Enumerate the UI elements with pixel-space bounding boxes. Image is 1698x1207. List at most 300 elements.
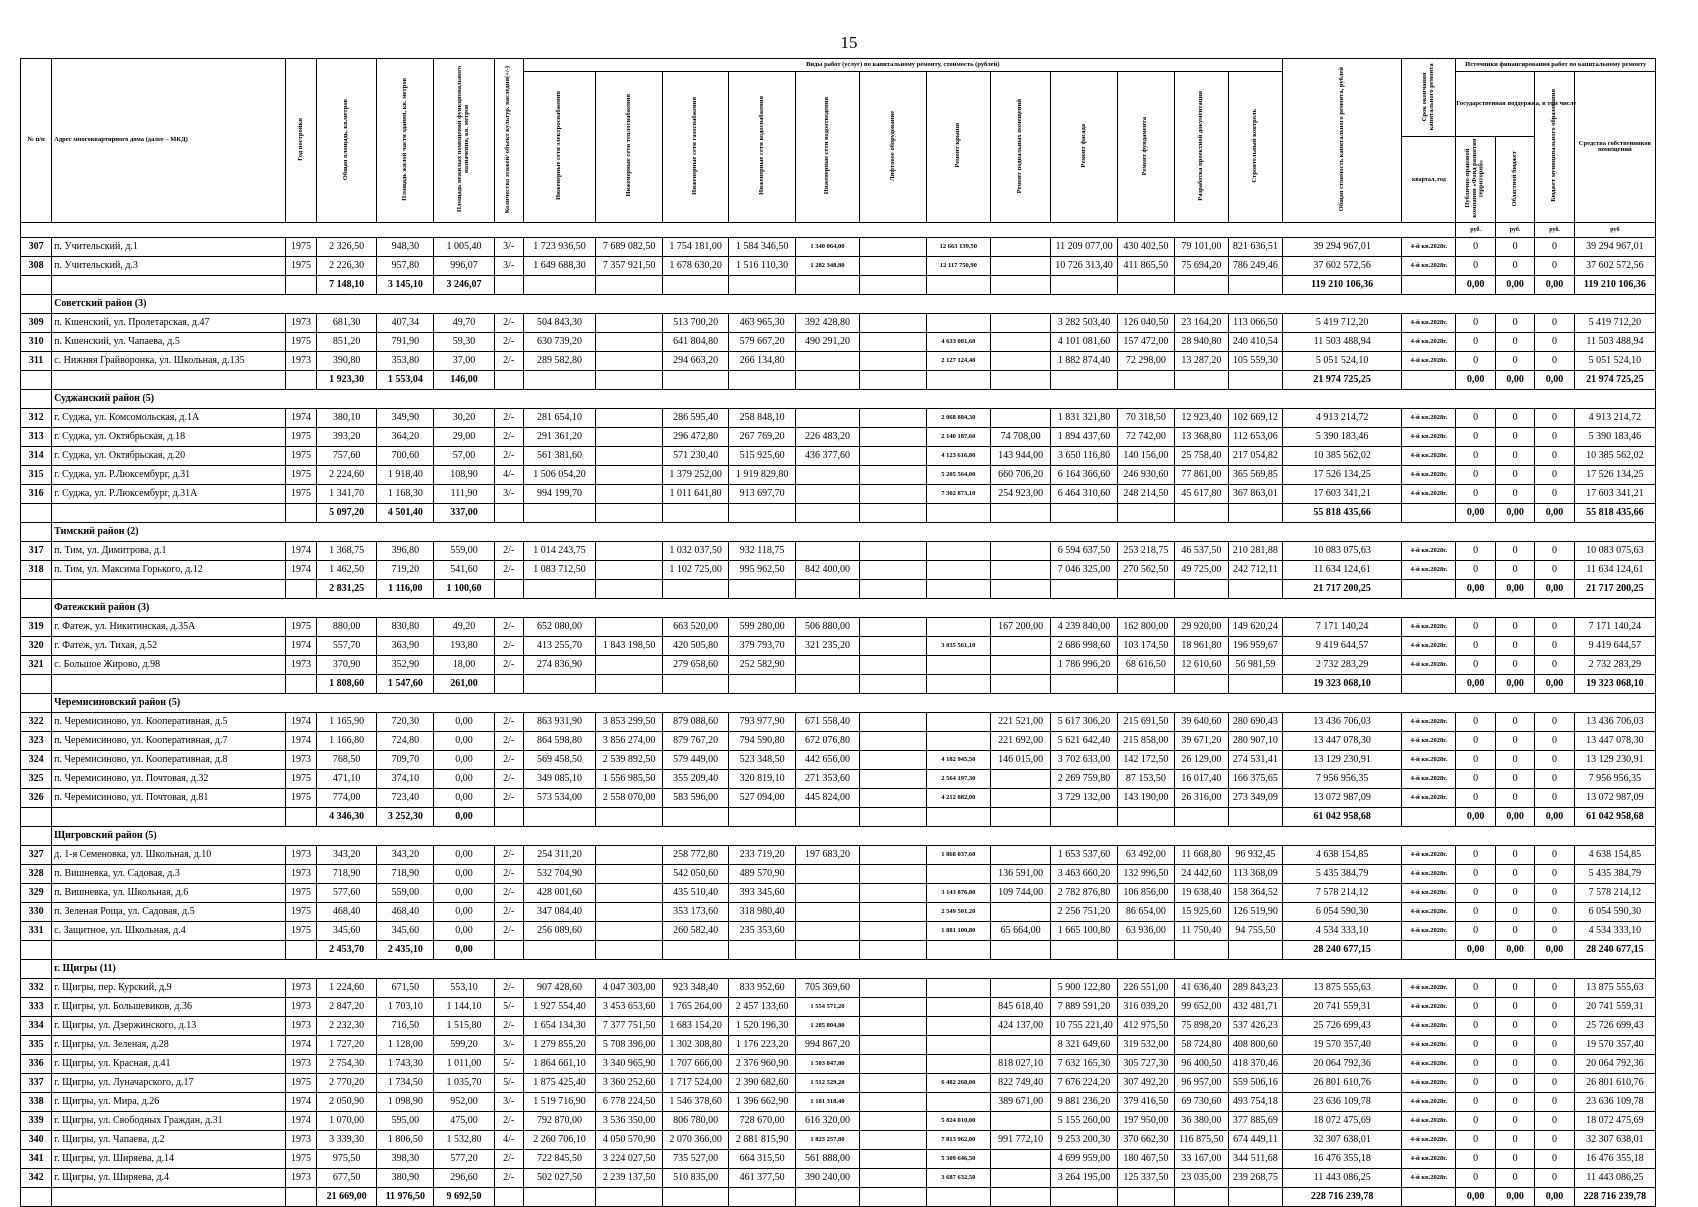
cell-year: 1975 — [285, 447, 316, 466]
cell-no: 315 — [21, 466, 52, 485]
cell-floors: 2/- — [494, 333, 523, 352]
cell-term — [1402, 276, 1456, 295]
cell-term: 4-й кв.2028г. — [1402, 1169, 1456, 1188]
cell-no: 332 — [21, 979, 52, 998]
table-row — [21, 732, 1656, 751]
cell-year: 1975 — [285, 238, 316, 257]
cell-nonres: 1 532,80 — [434, 1131, 494, 1150]
cell-nonres: 1 035,70 — [434, 1074, 494, 1093]
table-header — [21, 59, 1656, 238]
cell-cost: 11 443 086,25 — [1282, 1169, 1401, 1188]
cell-water — [729, 371, 795, 390]
cell-total: 390,80 — [317, 352, 377, 371]
cell-basement — [991, 371, 1051, 390]
cell-fr: 0,00 — [1495, 580, 1534, 599]
cell-fm: 0 — [1535, 1150, 1574, 1169]
table-row — [21, 789, 1656, 808]
cell-fr: 0 — [1495, 333, 1534, 352]
cell-control: 280 907,10 — [1228, 732, 1282, 751]
district-total-row — [21, 371, 1656, 390]
cell-design: 116 875,50 — [1174, 1131, 1228, 1150]
cell-res: 364,20 — [377, 428, 434, 447]
cell-res: 3 252,30 — [377, 808, 434, 827]
district-header-row — [21, 599, 1656, 618]
cell-address: г. Суджа, ул. Комсомольская, д.1А — [52, 409, 286, 428]
cell-year — [285, 276, 316, 295]
cell-no: 326 — [21, 789, 52, 808]
cell-nonres: 0,00 — [434, 713, 494, 732]
cell-gas: 513 700,20 — [662, 314, 728, 333]
cell-term: 4-й кв.2028г. — [1402, 466, 1456, 485]
cell-nonres: 0,00 — [434, 922, 494, 941]
cell-term: 4-й кв.2028г. — [1402, 998, 1456, 1017]
cell-design: 46 537,50 — [1174, 542, 1228, 561]
cell-water: 579 667,20 — [729, 333, 795, 352]
cell-lift — [860, 922, 926, 941]
cell-roof — [926, 1017, 990, 1036]
cell-floors: 3/- — [494, 1093, 523, 1112]
table-row — [21, 314, 1656, 333]
cell-fr: 0 — [1495, 238, 1534, 257]
cell-year: 1975 — [285, 922, 316, 941]
cell-floors: 2/- — [494, 561, 523, 580]
cell-ff: 0 — [1456, 1017, 1495, 1036]
cell-el: 281 654,10 — [523, 409, 596, 428]
cell-year: 1973 — [285, 1131, 316, 1150]
cell-heat — [596, 561, 662, 580]
cell-ff: 0 — [1456, 846, 1495, 865]
cell-term: 4-й кв.2028г. — [1402, 333, 1456, 352]
cell-no: 308 — [21, 257, 52, 276]
cell-design: 96 957,00 — [1174, 1074, 1228, 1093]
cell-floors: 2/- — [494, 428, 523, 447]
table-row — [21, 542, 1656, 561]
cell-roof: 7 813 962,00 — [926, 1131, 990, 1150]
cell-nonres: 1 515,80 — [434, 1017, 494, 1036]
funding-group-label: Источники финансирования работ по капитальному ремонту — [1465, 60, 1647, 68]
cell-basement: 254 923,00 — [991, 485, 1051, 504]
cell-fr: 0 — [1495, 713, 1534, 732]
cell-facade — [1051, 675, 1117, 694]
district-total-row — [21, 580, 1656, 599]
cell-roof: 2 564 197,30 — [926, 770, 990, 789]
cell-fo: 4 638 154,85 — [1574, 846, 1655, 865]
cell-nonres: 0,00 — [434, 846, 494, 865]
cell-fm: 0 — [1535, 713, 1574, 732]
cell-roof — [926, 542, 990, 561]
cell-control — [1228, 580, 1282, 599]
district-header-row — [21, 523, 1656, 542]
district-total-row — [21, 941, 1656, 960]
cell-basement — [991, 561, 1051, 580]
cell-design: 16 017,40 — [1174, 770, 1228, 789]
cell-control: 377 885,69 — [1228, 1112, 1282, 1131]
cell-heat: 4 047 303,00 — [596, 979, 662, 998]
cell-floors: 3/- — [494, 485, 523, 504]
cell-basement — [991, 1036, 1051, 1055]
cell-facade — [1051, 941, 1117, 960]
cell-gas: 260 582,40 — [662, 922, 728, 941]
state-support-header — [1456, 72, 1577, 137]
col-design-label: Разработка проектной документации — [1196, 90, 1204, 201]
cell-sewer: 445 824,00 — [795, 789, 859, 808]
cell-fm: 0,00 — [1535, 808, 1574, 827]
cell-lift — [860, 238, 926, 257]
cell-res: 723,40 — [377, 789, 434, 808]
cell-lift — [860, 1036, 926, 1055]
cell-fm: 0 — [1535, 618, 1574, 637]
cell-res: 363,90 — [377, 637, 434, 656]
cell-fo: 119 210 106,36 — [1574, 276, 1655, 295]
cell-ff: 0,00 — [1456, 580, 1495, 599]
col-fund-label: Публично-правовой компании «Фонд развития территорий» — [1464, 138, 1485, 218]
cell-basement — [991, 1150, 1051, 1169]
cell-fo: 5 051 524,10 — [1574, 352, 1655, 371]
cell-water: 393 345,60 — [729, 884, 795, 903]
table-row — [21, 770, 1656, 789]
cell-fr: 0 — [1495, 1112, 1534, 1131]
cell-heat — [596, 371, 662, 390]
district-title: Тимский район (2) — [52, 523, 1656, 542]
cell-gas — [662, 675, 728, 694]
cell-address: г. Щигры, ул. Большевиков, д.36 — [52, 998, 286, 1017]
cell-floors — [494, 808, 523, 827]
cell-address: г. Щигры, ул. Красная, д.41 — [52, 1055, 286, 1074]
col-no-label: № п/п — [27, 136, 45, 144]
cell-heat: 1 556 985,50 — [596, 770, 662, 789]
cell-fo: 2 732 283,29 — [1574, 656, 1655, 675]
cell-basement — [991, 903, 1051, 922]
cell-control — [1228, 504, 1282, 523]
cell-foundation: 157 472,00 — [1117, 333, 1174, 352]
cell-water: 267 769,20 — [729, 428, 795, 447]
cell-lift — [860, 884, 926, 903]
cell-water: 1 516 110,30 — [729, 257, 795, 276]
cell-gas: 355 209,40 — [662, 770, 728, 789]
cell-floors: 2/- — [494, 865, 523, 884]
cell-total: 7 148,10 — [317, 276, 377, 295]
cell-control: 821 636,51 — [1228, 238, 1282, 257]
district-title: Щигровский район (5) — [52, 827, 1656, 846]
cell-no: 338 — [21, 1093, 52, 1112]
cell-total: 557,70 — [317, 637, 377, 656]
cell-el: 1 649 688,30 — [523, 257, 596, 276]
cell-gas: 583 596,00 — [662, 789, 728, 808]
cell-fo: 20 064 792,36 — [1574, 1055, 1655, 1074]
cell-address: п. Учительский, д.3 — [52, 257, 286, 276]
col-total-area-header — [317, 59, 377, 223]
cell-lift — [860, 352, 926, 371]
cell-nonres: 49,20 — [434, 618, 494, 637]
cell-ff: 0 — [1456, 979, 1495, 998]
cell-cost: 21 974 725,25 — [1282, 371, 1401, 390]
cell-sewer — [795, 580, 859, 599]
table-row — [21, 561, 1656, 580]
cell-facade: 6 594 637,50 — [1051, 542, 1117, 561]
district-title: г. Щигры (11) — [52, 960, 1656, 979]
cell-ff: 0 — [1456, 1150, 1495, 1169]
cell-cost: 20 741 559,31 — [1282, 998, 1401, 1017]
cell-gas: 2 070 366,00 — [662, 1131, 728, 1150]
cell-water: 463 965,30 — [729, 314, 795, 333]
cell-el: 1 519 716,90 — [523, 1093, 596, 1112]
cell-foundation: 87 153,50 — [1117, 770, 1174, 789]
district-spacer — [21, 694, 52, 713]
cell-roof: 2 140 187,60 — [926, 428, 990, 447]
cell-term: 4-й кв.2028г. — [1402, 561, 1456, 580]
cell-control: 102 669,12 — [1228, 409, 1282, 428]
cell-basement — [991, 352, 1051, 371]
cell-basement: 845 618,40 — [991, 998, 1051, 1017]
cell-year: 1975 — [285, 485, 316, 504]
cell-term — [1402, 580, 1456, 599]
cell-fo: 10 385 562,02 — [1574, 447, 1655, 466]
deadline-units-label: квартал, год — [1411, 176, 1446, 183]
cell-res: 1 734,50 — [377, 1074, 434, 1093]
cell-water: 266 134,80 — [729, 352, 795, 371]
cell-fm: 0 — [1535, 466, 1574, 485]
cell-fo: 20 741 559,31 — [1574, 998, 1655, 1017]
cell-facade: 7 046 325,00 — [1051, 561, 1117, 580]
cell-fm: 0 — [1535, 333, 1574, 352]
cell-facade: 8 321 649,60 — [1051, 1036, 1117, 1055]
cell-fo: 19 323 068,10 — [1574, 675, 1655, 694]
cell-design — [1174, 1188, 1228, 1207]
cell-total: 1 341,70 — [317, 485, 377, 504]
cell-sewer: 616 320,00 — [795, 1112, 859, 1131]
cell-no: 319 — [21, 618, 52, 637]
cell-design: 41 636,40 — [1174, 979, 1228, 998]
cell-sewer: 1 823 257,80 — [795, 1131, 859, 1150]
cell-control — [1228, 675, 1282, 694]
cell-lift — [860, 485, 926, 504]
cell-nonres: 0,00 — [434, 789, 494, 808]
cell-facade: 4 699 959,00 — [1051, 1150, 1117, 1169]
cell-gas: 420 505,80 — [662, 637, 728, 656]
cell-roof — [926, 371, 990, 390]
cell-gas: 879 767,20 — [662, 732, 728, 751]
cell-year — [285, 941, 316, 960]
cell-term — [1402, 371, 1456, 390]
cell-res: 349,90 — [377, 409, 434, 428]
cell-roof: 3 035 561,10 — [926, 637, 990, 656]
cell-res: 830,80 — [377, 618, 434, 637]
cell-control: 105 559,30 — [1228, 352, 1282, 371]
cell-fo: 55 818 435,66 — [1574, 504, 1655, 523]
cell-address: г. Суджа, ул. Октябрьская, д.20 — [52, 447, 286, 466]
cell-facade: 6 164 366,60 — [1051, 466, 1117, 485]
district-total-row — [21, 808, 1656, 827]
cell-cost: 5 051 524,10 — [1282, 352, 1401, 371]
cell-year: 1974 — [285, 409, 316, 428]
cell-foundation: 106 856,00 — [1117, 884, 1174, 903]
cell-fo: 37 602 572,56 — [1574, 257, 1655, 276]
table-row — [21, 1074, 1656, 1093]
cell-facade — [1051, 1188, 1117, 1207]
col-gas-label: Инженерные сети газоснабжения — [691, 96, 699, 195]
cell-heat: 3 360 252,60 — [596, 1074, 662, 1093]
cell-total: 1 923,30 — [317, 371, 377, 390]
cell-heat: 3 340 965,90 — [596, 1055, 662, 1074]
cell-address: г. Щигры, ул. Дзержинского, д.13 — [52, 1017, 286, 1036]
cell-fo: 9 419 644,57 — [1574, 637, 1655, 656]
cell-cost: 13 447 078,30 — [1282, 732, 1401, 751]
cell-design — [1174, 580, 1228, 599]
cell-foundation: 86 654,00 — [1117, 903, 1174, 922]
cell-ff: 0 — [1456, 922, 1495, 941]
cell-ff: 0 — [1456, 1093, 1495, 1112]
cell-water — [729, 504, 795, 523]
cell-no: 331 — [21, 922, 52, 941]
cell-foundation: 63 936,00 — [1117, 922, 1174, 941]
cell-cost: 17 603 341,21 — [1282, 485, 1401, 504]
cell-no: 316 — [21, 485, 52, 504]
district-header-row — [21, 694, 1656, 713]
table-row — [21, 656, 1656, 675]
cell-design: 11 668,80 — [1174, 846, 1228, 865]
cell-foundation: 215 858,00 — [1117, 732, 1174, 751]
cell-foundation: 197 950,00 — [1117, 1112, 1174, 1131]
cell-fm: 0 — [1535, 846, 1574, 865]
cell-heat: 6 778 224,50 — [596, 1093, 662, 1112]
cell-no — [21, 371, 52, 390]
cell-floors: 2/- — [494, 656, 523, 675]
cell-year: 1974 — [285, 561, 316, 580]
cell-term: 4-й кв.2028г. — [1402, 447, 1456, 466]
cell-fm: 0 — [1535, 238, 1574, 257]
cell-fm: 0 — [1535, 409, 1574, 428]
col-roof-label: Ремонт крыши — [953, 123, 961, 169]
cell-year: 1973 — [285, 1169, 316, 1188]
cell-roof — [926, 1093, 990, 1112]
cell-design: 24 442,60 — [1174, 865, 1228, 884]
cell-ff: 0,00 — [1456, 504, 1495, 523]
cell-no — [21, 808, 52, 827]
cell-floors: 2/- — [494, 713, 523, 732]
col-lift-label: Лифтовое оборудование — [888, 110, 896, 181]
cell-sewer — [795, 903, 859, 922]
cell-nonres: 59,30 — [434, 333, 494, 352]
cell-floors: 2/- — [494, 637, 523, 656]
cell-water: 252 582,90 — [729, 656, 795, 675]
cell-foundation — [1117, 675, 1174, 694]
cell-floors: 3/- — [494, 257, 523, 276]
cell-facade: 5 155 260,00 — [1051, 1112, 1117, 1131]
cell-no: 340 — [21, 1131, 52, 1150]
cell-control: 113 368,09 — [1228, 865, 1282, 884]
cell-cost: 19 570 357,40 — [1282, 1036, 1401, 1055]
cell-ff: 0 — [1456, 1074, 1495, 1093]
cell-basement: 660 706,20 — [991, 466, 1051, 485]
cell-nonres: 952,00 — [434, 1093, 494, 1112]
cell-res: 700,60 — [377, 447, 434, 466]
cell-fo: 13 447 078,30 — [1574, 732, 1655, 751]
district-spacer — [21, 295, 52, 314]
cell-foundation: 72 298,00 — [1117, 352, 1174, 371]
col-electric-header — [523, 72, 596, 223]
cell-no: 328 — [21, 865, 52, 884]
cell-el: 254 311,20 — [523, 846, 596, 865]
table-row — [21, 485, 1656, 504]
cell-foundation: 411 865,50 — [1117, 257, 1174, 276]
cell-ff: 0 — [1456, 618, 1495, 637]
cell-facade: 3 463 660,20 — [1051, 865, 1117, 884]
cell-address — [52, 371, 286, 390]
cell-res: 352,90 — [377, 656, 434, 675]
cell-floors — [494, 580, 523, 599]
cell-water: 995 962,50 — [729, 561, 795, 580]
cell-heat: 2 558 070,00 — [596, 789, 662, 808]
district-title: Фатежский район (3) — [52, 599, 1656, 618]
cell-floors: 2/- — [494, 447, 523, 466]
cell-el: 864 598,80 — [523, 732, 596, 751]
cell-term: 4-й кв.2028г. — [1402, 1074, 1456, 1093]
cell-lift — [860, 656, 926, 675]
cell-el: 1 654 134,30 — [523, 1017, 596, 1036]
cell-roof: 2 068 884,30 — [926, 409, 990, 428]
cell-foundation: 319 532,00 — [1117, 1036, 1174, 1055]
cell-control: 273 349,09 — [1228, 789, 1282, 808]
cell-heat: 3 536 350,00 — [596, 1112, 662, 1131]
cell-cost: 228 716 239,78 — [1282, 1188, 1401, 1207]
col-residential-area-label: Площадь жилой части здания, кв. метров — [400, 77, 408, 201]
cell-year: 1973 — [285, 865, 316, 884]
cell-basement — [991, 808, 1051, 827]
cell-facade: 7 889 591,20 — [1051, 998, 1117, 1017]
cell-el: 428 001,60 — [523, 884, 596, 903]
cell-total: 2 232,30 — [317, 1017, 377, 1036]
works-group-label: Виды работ (услуг) по капитальному ремонту, стоимость (рублей) — [806, 60, 1000, 68]
cell-sewer: 392 428,80 — [795, 314, 859, 333]
cell-water: 235 353,60 — [729, 922, 795, 941]
col-control-label: Строительный контроль — [1250, 108, 1258, 183]
cell-nonres: 541,60 — [434, 561, 494, 580]
cell-basement — [991, 770, 1051, 789]
cell-address: г. Щигры, ул. Мира, д.26 — [52, 1093, 286, 1112]
cell-basement — [991, 846, 1051, 865]
cell-lift — [860, 371, 926, 390]
cell-res: 374,10 — [377, 770, 434, 789]
cell-term: 4-й кв.2028г. — [1402, 314, 1456, 333]
table-row — [21, 447, 1656, 466]
cell-res: 671,50 — [377, 979, 434, 998]
cell-control: 493 754,18 — [1228, 1093, 1282, 1112]
cell-year: 1975 — [285, 466, 316, 485]
cell-basement: 146 015,00 — [991, 751, 1051, 770]
cell-fm: 0 — [1535, 865, 1574, 884]
cell-floors: 5/- — [494, 1074, 523, 1093]
cell-term: 4-й кв.2028г. — [1402, 637, 1456, 656]
col-lift-header — [860, 72, 926, 223]
cell-heat — [596, 618, 662, 637]
cell-lift — [860, 751, 926, 770]
cell-ff: 0 — [1456, 314, 1495, 333]
col-year-header — [285, 59, 316, 223]
cell-basement: 109 744,00 — [991, 884, 1051, 903]
cell-roof: 1 881 100,80 — [926, 922, 990, 941]
cell-ff: 0,00 — [1456, 941, 1495, 960]
cell-sewer: 271 353,60 — [795, 770, 859, 789]
cell-heat — [596, 675, 662, 694]
cell-basement: 136 591,00 — [991, 865, 1051, 884]
cell-foundation: 132 996,50 — [1117, 865, 1174, 884]
cell-floors: 2/- — [494, 618, 523, 637]
cell-basement: 822 749,40 — [991, 1074, 1051, 1093]
cell-heat — [596, 903, 662, 922]
col-floors-label: Количество этажей/ объект культур. наследия(+/-) — [504, 65, 512, 213]
cell-total: 2 453,70 — [317, 941, 377, 960]
cell-total: 3 339,30 — [317, 1131, 377, 1150]
